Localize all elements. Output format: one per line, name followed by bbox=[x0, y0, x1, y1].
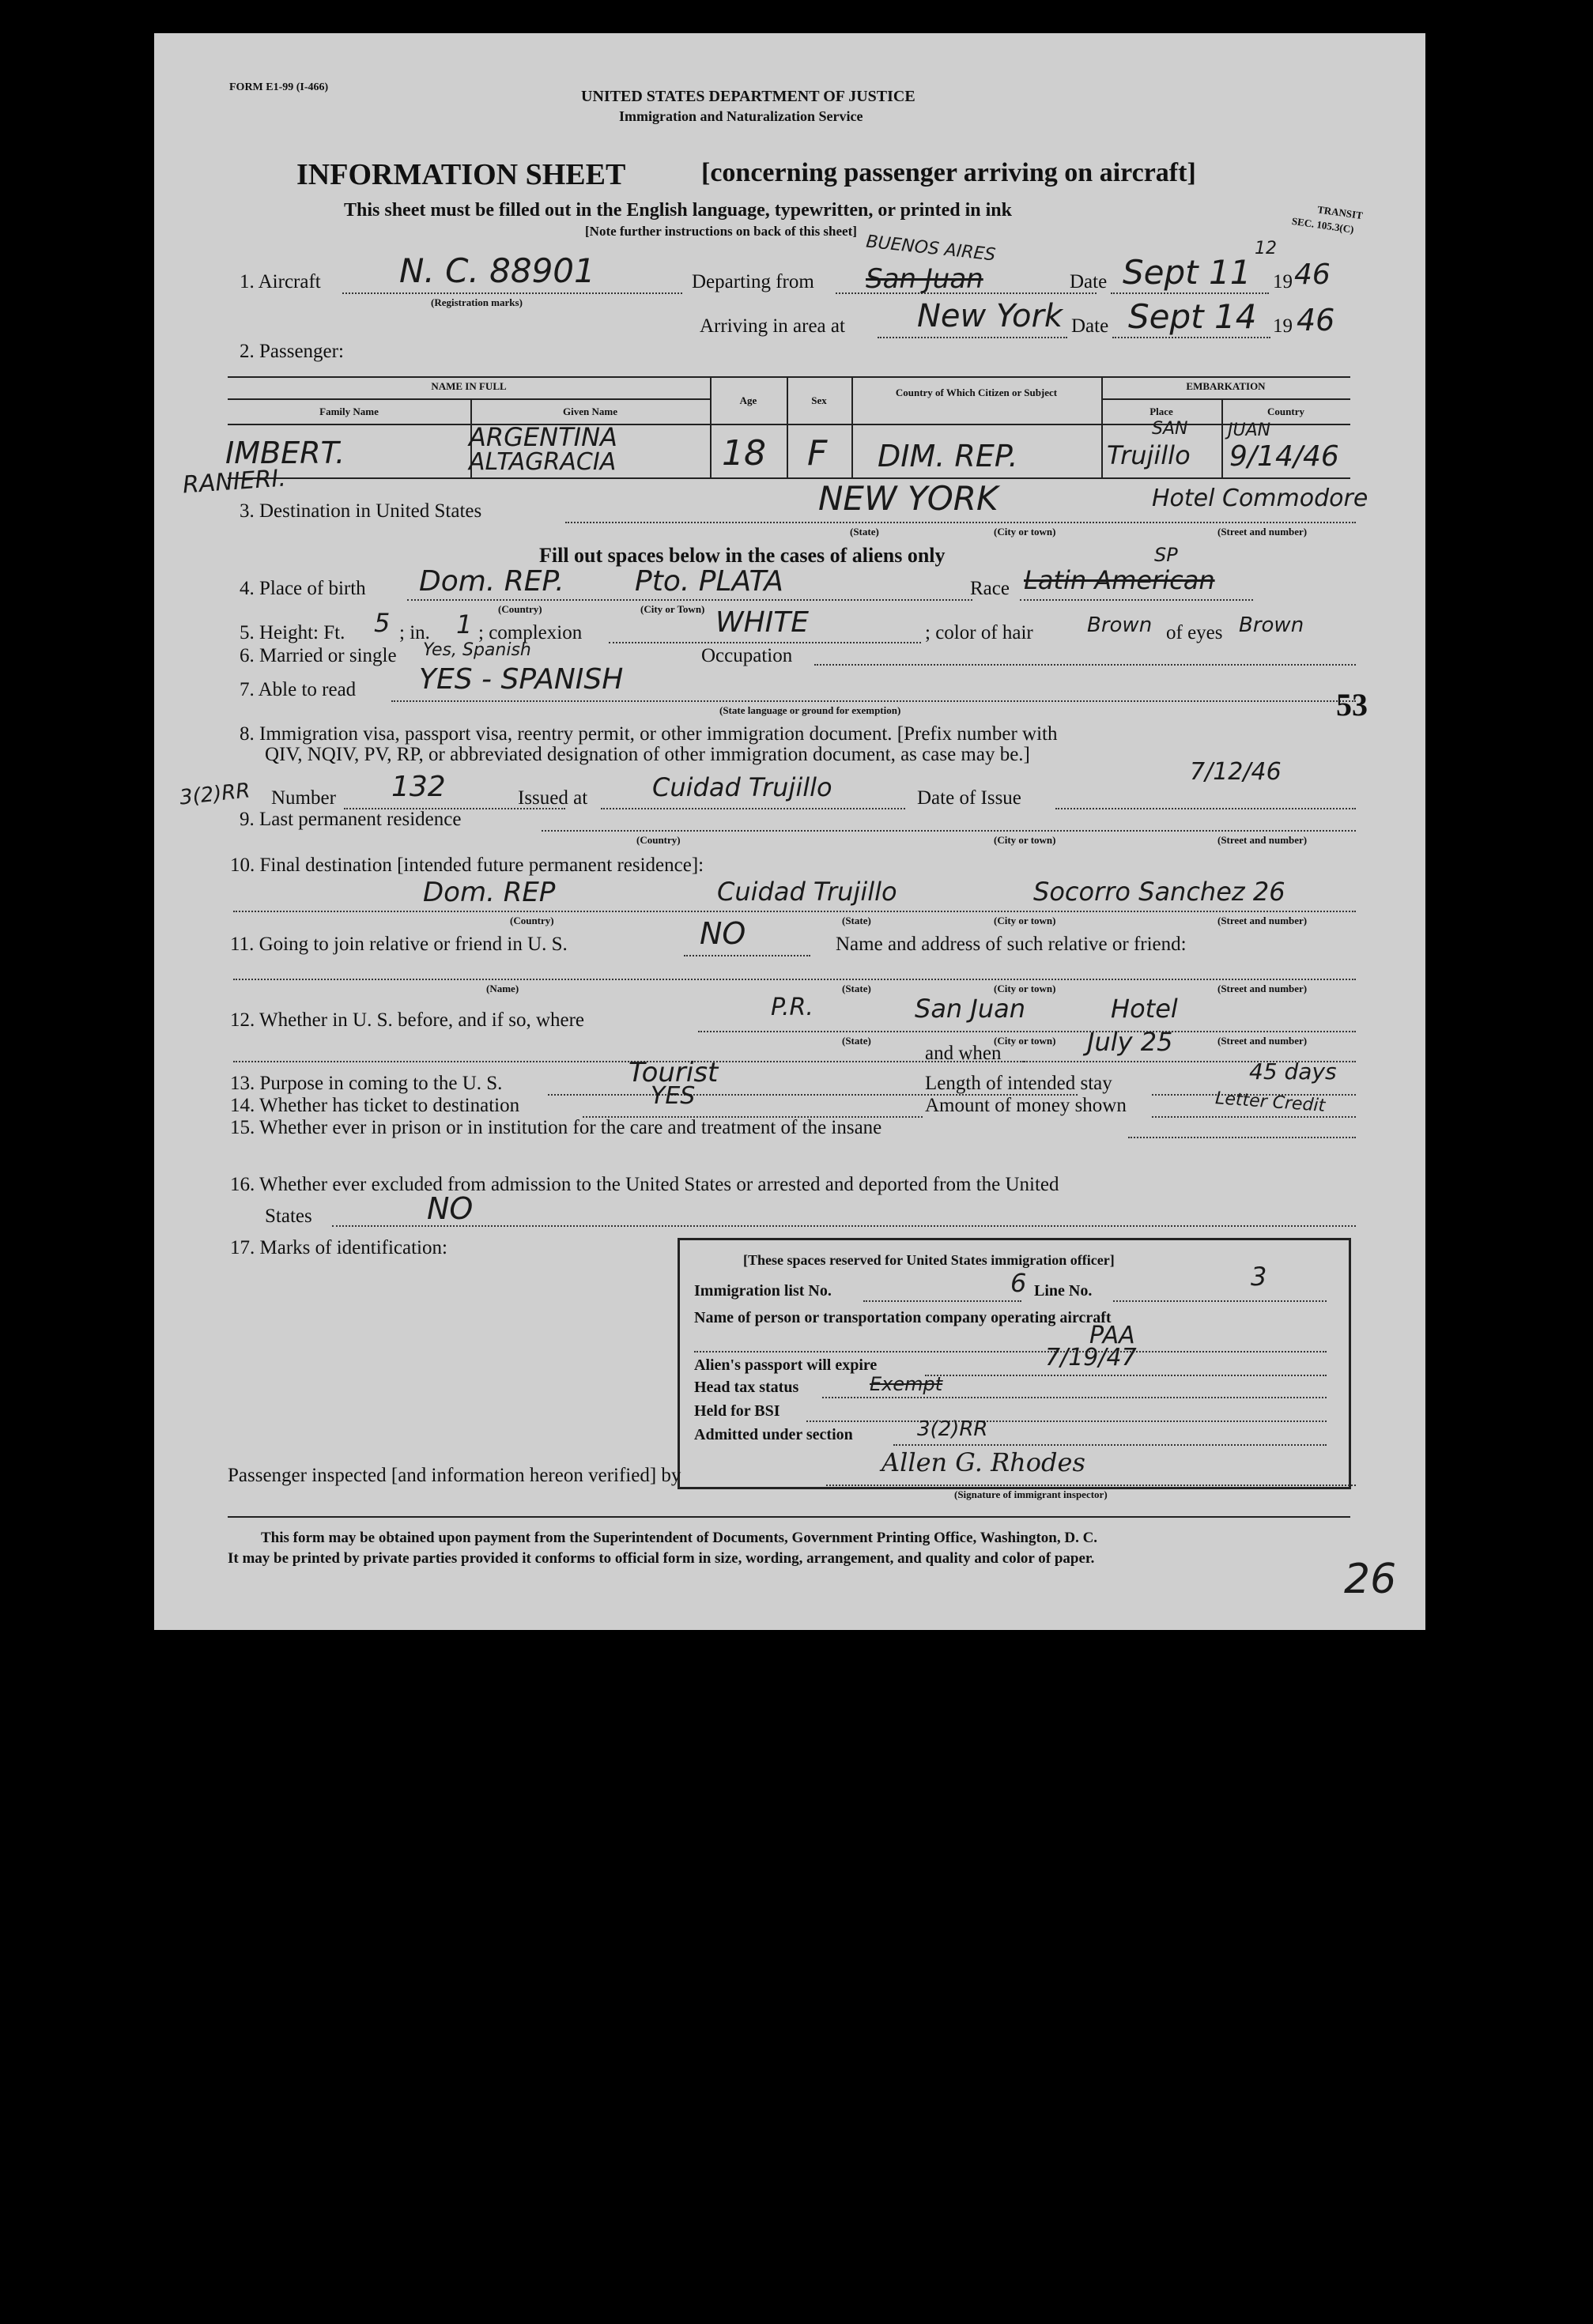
arriving-date: Sept 14 bbox=[1128, 297, 1257, 336]
arriving-at: New York bbox=[917, 298, 1063, 334]
q10-cap-street: (Street and number) bbox=[1217, 915, 1308, 926]
q9-label: 9. Last permanent residence bbox=[240, 809, 462, 830]
place-above: SAN bbox=[1152, 419, 1188, 439]
q2-label: 2. Passenger: bbox=[240, 341, 344, 362]
q12-cap-street: (Street and number) bbox=[1217, 1035, 1308, 1047]
head-tax-label: Head tax status bbox=[694, 1379, 799, 1396]
q9-line bbox=[542, 830, 1356, 832]
q3-line bbox=[565, 522, 1356, 523]
inspector-line bbox=[826, 1485, 1356, 1486]
hdr-place: Place bbox=[1149, 406, 1173, 417]
q12-cap-state: (State) bbox=[842, 1035, 871, 1047]
date-issue-label: Date of Issue bbox=[917, 787, 1021, 809]
family-name: IMBERT. bbox=[225, 436, 345, 470]
q12-city: San Juan bbox=[915, 994, 1025, 1024]
q13-label: 13. Purpose in coming to the U. S. bbox=[230, 1073, 503, 1094]
q3-label: 3. Destination in United States bbox=[240, 500, 482, 522]
instruction: This sheet must be filled out in the English language, typewritten, or printed in ink bbox=[344, 200, 1012, 221]
hdr-country: Country of Which Citizen or Subject bbox=[895, 387, 1058, 398]
department: UNITED STATES DEPARTMENT OF JUSTICE bbox=[581, 88, 915, 105]
q6-label: 6. Married or single bbox=[240, 645, 397, 666]
inspector-signature: Allen G. Rhodes bbox=[881, 1447, 1085, 1477]
q4-line bbox=[407, 599, 972, 601]
footer-rule bbox=[228, 1516, 1350, 1518]
complexion-label: ; complexion bbox=[478, 622, 583, 643]
date-issue-line bbox=[1055, 808, 1356, 809]
q13-value: Tourist bbox=[629, 1057, 719, 1088]
aircraft-line bbox=[342, 292, 682, 294]
date-label-2: Date bbox=[1071, 315, 1109, 337]
race-label: Race bbox=[970, 578, 1010, 599]
hdr-name-in-full: NAME IN FULL bbox=[431, 380, 507, 392]
q8-label-2: QIV, NQIV, PV, RP, or abbreviated designation of other immigration document, as case may be.] bbox=[265, 744, 1030, 765]
hdr-sex: Sex bbox=[811, 394, 827, 406]
hdr-family-name: Family Name bbox=[319, 406, 379, 417]
q7-line bbox=[391, 700, 1356, 702]
q11-cap-state: (State) bbox=[842, 983, 871, 994]
departing-label: Departing from bbox=[692, 271, 814, 292]
hair-value: Brown bbox=[1087, 613, 1153, 637]
q11-cap-street: (Street and number) bbox=[1217, 983, 1308, 994]
company-label: Name of person or transportation company operating aircraft bbox=[694, 1309, 1112, 1326]
passport-line bbox=[925, 1375, 1327, 1376]
company-value: PAA bbox=[1089, 1322, 1135, 1349]
q10-line bbox=[233, 911, 1356, 912]
list-value: 6 bbox=[1010, 1268, 1027, 1298]
q11-line bbox=[684, 955, 810, 956]
held-label: Held for BSI bbox=[694, 1402, 780, 1420]
issued-label: Issued at bbox=[518, 787, 588, 809]
q7-value: YES - SPANISH bbox=[419, 663, 624, 696]
number-label: Number bbox=[271, 787, 336, 809]
passport-value: 7/19/47 bbox=[1045, 1344, 1137, 1371]
q14-label: 14. Whether has ticket to destination bbox=[230, 1095, 520, 1116]
transit-stamp bbox=[1291, 201, 1363, 236]
passport-label: Alien's passport will expire bbox=[694, 1356, 878, 1374]
inspected-label: Passenger inspected [and information hereon verified] by bbox=[228, 1465, 681, 1486]
year-prefix-2: 19 bbox=[1273, 315, 1293, 337]
q10-cap-city: (City or town) bbox=[994, 915, 1056, 926]
hair-label: ; color of hair bbox=[925, 622, 1033, 643]
q4-cap-city: (City or Town) bbox=[640, 603, 705, 615]
footer-line-1: This form may be obtained upon payment from the Superintendent of Documents, Government Printing Office, Washington, D. C. bbox=[261, 1530, 1098, 1546]
departing-year: 46 bbox=[1294, 258, 1331, 291]
emb-country-value: 9/14/46 bbox=[1229, 440, 1339, 473]
held-line bbox=[806, 1420, 1327, 1422]
occupation-line bbox=[814, 664, 1356, 666]
title-main: INFORMATION SHEET bbox=[296, 158, 626, 191]
line-label: Line No. bbox=[1034, 1282, 1093, 1300]
corner-number: 26 bbox=[1344, 1556, 1397, 1603]
transit-stamp-line2: SEC. 105.3(C) bbox=[1291, 214, 1355, 236]
admitted-label: Admitted under section bbox=[694, 1426, 853, 1443]
issued-value: Cuidad Trujillo bbox=[652, 772, 832, 802]
stay-value: 45 days bbox=[1249, 1058, 1337, 1085]
q3-street: Hotel Commodore bbox=[1152, 485, 1368, 512]
table-top-rule bbox=[228, 376, 1350, 378]
q5-label: 5. Height: Ft. bbox=[240, 622, 345, 643]
sex-value: F bbox=[807, 433, 828, 473]
hdr-emb-country: Country bbox=[1267, 406, 1304, 417]
col-sep-2 bbox=[710, 376, 712, 477]
name-sub-rule bbox=[228, 398, 710, 400]
number-value: 132 bbox=[391, 771, 446, 803]
height-in: 1 bbox=[456, 609, 473, 639]
q12-state: P.R. bbox=[771, 994, 813, 1021]
line-no-line bbox=[1113, 1300, 1327, 1302]
given-name-2: ALTAGRACIA bbox=[469, 448, 617, 476]
complexion-line bbox=[609, 642, 921, 643]
money-label: Amount of money shown bbox=[925, 1095, 1127, 1116]
departing-above: BUENOS AIRES bbox=[865, 232, 997, 266]
date-label-1: Date bbox=[1070, 271, 1108, 292]
q12-label: 12. Whether in U. S. before, and if so, where bbox=[230, 1009, 585, 1031]
arriving-line bbox=[878, 337, 1067, 338]
q3-cap-street: (Street and number) bbox=[1217, 526, 1308, 538]
arriving-date-line bbox=[1112, 337, 1270, 338]
arriving-label: Arriving in area at bbox=[700, 315, 845, 337]
departing-date-above: 12 bbox=[1255, 239, 1277, 258]
departing-date: Sept 11 bbox=[1123, 253, 1251, 292]
hdr-given-name: Given Name bbox=[563, 406, 617, 417]
stay-label: Length of intended stay bbox=[925, 1073, 1112, 1094]
q11-cap-city: (City or town) bbox=[994, 983, 1056, 994]
q3-cap-state: (State) bbox=[850, 526, 879, 538]
q15-label: 15. Whether ever in prison or in institution for the care and treatment of the insane bbox=[230, 1117, 882, 1138]
head-tax-value: Exempt bbox=[870, 1373, 943, 1395]
q10-street: Socorro Sanchez 26 bbox=[1033, 877, 1285, 907]
company-line bbox=[694, 1351, 1327, 1353]
list-line bbox=[863, 1300, 1021, 1302]
date-issue-value: 7/12/46 bbox=[1190, 758, 1282, 786]
when-value: July 25 bbox=[1087, 1027, 1173, 1057]
aliens-heading: Fill out spaces below in the cases of aliens only bbox=[539, 544, 946, 567]
q17-label: 17. Marks of identification: bbox=[230, 1237, 447, 1258]
admitted-line bbox=[893, 1444, 1327, 1446]
page-number: 53 bbox=[1336, 687, 1368, 722]
q12-street: Hotel bbox=[1111, 994, 1178, 1024]
place-value: Trujillo bbox=[1107, 440, 1191, 470]
complexion-value: WHITE bbox=[715, 606, 810, 639]
q9-cap-country: (Country) bbox=[636, 834, 681, 846]
q9-cap-city: (City or town) bbox=[994, 834, 1056, 846]
q4-cap-country: (Country) bbox=[498, 603, 542, 615]
q8-margin-note: 3(2)RR bbox=[178, 779, 251, 810]
given-name-1: ARGENTINA bbox=[469, 422, 617, 452]
q11-label: 11. Going to join relative or friend in U. S. bbox=[230, 934, 568, 955]
inspector-caption: (Signature of immigrant inspector) bbox=[954, 1488, 1108, 1500]
q10-cap-country: (Country) bbox=[510, 915, 554, 926]
head-tax-line bbox=[822, 1397, 1327, 1398]
q3-cap-city: (City or town) bbox=[994, 526, 1056, 538]
age-value: 18 bbox=[722, 433, 766, 473]
race-value: Latin American bbox=[1024, 565, 1215, 595]
occupation-label: Occupation bbox=[701, 645, 793, 666]
service: Immigration and Naturalization Service bbox=[619, 108, 863, 124]
q10-cap-state: (State) bbox=[842, 915, 871, 926]
citizen-of: DIM. REP. bbox=[878, 439, 1018, 473]
q16-label: 16. Whether ever excluded from admission to the United States or arrested and deported from the United bbox=[230, 1174, 1059, 1195]
form-id: FORM E1-99 (I-466) bbox=[229, 81, 329, 93]
q16-line bbox=[332, 1225, 1356, 1227]
reg-caption: (Registration marks) bbox=[431, 296, 523, 308]
footer-line-2: It may be printed by private parties provided it conforms to official form in size, wording, arrangement, and quality and color of paper. bbox=[228, 1550, 1095, 1567]
list-label: Immigration list No. bbox=[694, 1282, 832, 1300]
col-sep-4 bbox=[851, 376, 853, 477]
hdr-age: Age bbox=[739, 394, 757, 406]
money-line bbox=[1152, 1116, 1356, 1118]
q11-name-label: Name and address of such relative or friend: bbox=[836, 934, 1187, 955]
q10-city: Cuidad Trujillo bbox=[717, 877, 897, 907]
arriving-year: 46 bbox=[1297, 303, 1335, 338]
q7-caption: (State language or ground for exemption) bbox=[719, 704, 901, 716]
year-prefix-1: 19 bbox=[1273, 271, 1293, 292]
q11-cap-name: (Name) bbox=[486, 983, 519, 994]
hdr-embarkation: EMBARKATION bbox=[1186, 380, 1266, 392]
information-sheet bbox=[154, 33, 1425, 1630]
q14-value: YES bbox=[651, 1082, 696, 1110]
q15-line bbox=[1128, 1137, 1356, 1138]
officer-heading: [These spaces reserved for United States immigration officer] bbox=[743, 1252, 1115, 1268]
emb-country-above: JUAN bbox=[1228, 421, 1271, 440]
q11-value: NO bbox=[700, 916, 746, 951]
title-sub: [concerning passenger arriving on aircraft] bbox=[701, 158, 1196, 187]
q9-cap-street: (Street and number) bbox=[1217, 834, 1308, 846]
when-label: and when bbox=[925, 1043, 1002, 1064]
eyes-value: Brown bbox=[1239, 613, 1304, 637]
q4-country: Dom. REP. bbox=[419, 565, 564, 598]
in-label: ; in. bbox=[399, 622, 430, 643]
col-sep-5 bbox=[1101, 376, 1103, 477]
col-sep-3 bbox=[787, 376, 788, 477]
eyes-label: of eyes bbox=[1166, 622, 1223, 643]
q12-cap-city: (City or town) bbox=[994, 1035, 1056, 1047]
q3-state: NEW YORK bbox=[818, 479, 998, 518]
q6-value: Yes, Spanish bbox=[423, 640, 531, 660]
q8-label: 8. Immigration visa, passport visa, reentry permit, or other immigration document. [Prefix number with bbox=[240, 723, 1058, 745]
q16-label-2: States bbox=[265, 1205, 312, 1227]
q16-value: NO bbox=[427, 1191, 474, 1226]
family-name-2: RANIERI. bbox=[181, 464, 287, 500]
q10-label: 10. Final destination [intended future permanent residence]: bbox=[230, 855, 704, 876]
q1-label: 1. Aircraft bbox=[240, 271, 321, 292]
departing-date-line bbox=[1111, 292, 1269, 294]
aircraft-value: N. C. 88901 bbox=[399, 251, 595, 290]
table-bottom-rule bbox=[228, 477, 1350, 479]
transit-stamp-line1: TRANSIT bbox=[1316, 203, 1364, 222]
race-line bbox=[1020, 599, 1253, 601]
note: [Note further instructions on back of this sheet] bbox=[585, 224, 857, 239]
q4-label: 4. Place of birth bbox=[240, 578, 366, 599]
q11-line-2 bbox=[233, 979, 1356, 980]
q7-label: 7. Able to read bbox=[240, 679, 357, 700]
q10-country: Dom. REP bbox=[423, 877, 556, 908]
departing-struck: San Juan bbox=[866, 263, 983, 295]
line-value: 3 bbox=[1251, 1262, 1267, 1292]
emb-sub-rule bbox=[1101, 398, 1350, 400]
issued-line bbox=[601, 808, 905, 809]
race-above: SP bbox=[1154, 544, 1178, 566]
q12-line bbox=[698, 1031, 1356, 1032]
money-value: Letter Credit bbox=[1214, 1088, 1327, 1116]
height-ft: 5 bbox=[374, 608, 391, 638]
admitted-value: 3(2)RR bbox=[917, 1417, 988, 1441]
q4-city: Pto. PLATA bbox=[635, 565, 783, 598]
